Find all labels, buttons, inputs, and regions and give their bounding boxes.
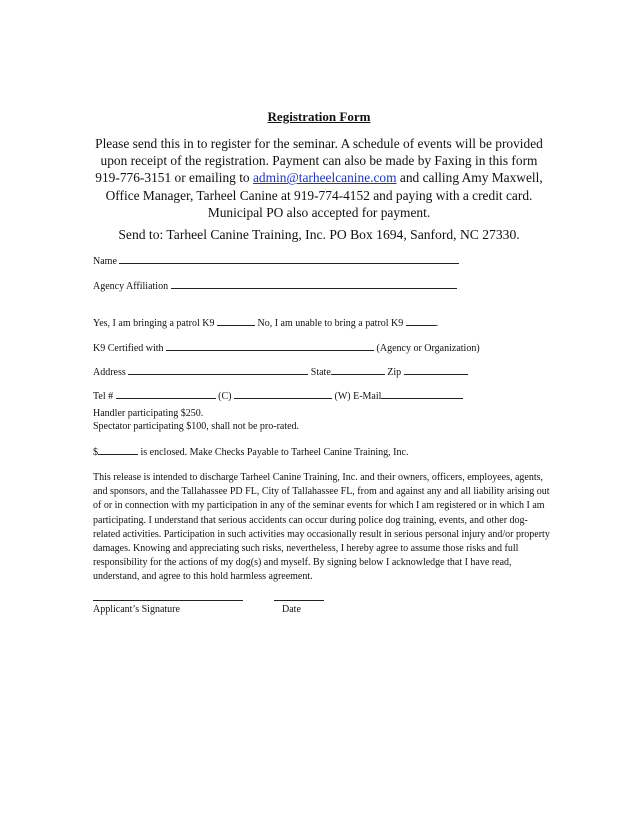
page-title: Registration Form: [267, 109, 371, 124]
payment-amount-field[interactable]: [98, 445, 138, 455]
intro-text-end: and calling Amy Maxwell, Office Manager, Tarheel Canine at 919-774-4152 and paying with a credit card. Municipal PO also accepted for payment.: [105, 170, 543, 220]
agency-field[interactable]: [171, 279, 457, 289]
payment-prefix: $: [93, 447, 98, 458]
tel-row: [93, 389, 463, 402]
intro-paragraph: [88, 135, 550, 221]
k9-certified-field[interactable]: [166, 341, 374, 351]
release-paragraph: This release is intended to discharge Tarheel Canine Training, Inc. and their owners, officers, employees, agents, and sponsors, and the Tallahassee PD FL, City of Tallahassee FL, from and against any and all liability arising out of or in connection with my participation in any of the seminar events for which I am registered or in which I am participating. I understand that serious accidents can occur during police dog training, events, and other dog-related activities. Participation in such activities may occasionally result in serious personal injury and/or property damages. Knowing and appreciating such risks, nevertheless, I hereby agree to assume those risks and full responsibility for the actions of my dog(s) and myself. By signing below I acknowledge that I have read, understand, and agree to this hold harmless agreement.: [93, 472, 550, 583]
payment-text: is enclosed. Make Checks Payable to Tarheel Canine Training, Inc.: [140, 447, 409, 458]
patrol-yes-field[interactable]: [217, 316, 255, 326]
state-field[interactable]: [331, 365, 385, 375]
date-label: Date: [282, 604, 301, 615]
agency-label: Agency Affiliation: [93, 281, 169, 292]
tel-field[interactable]: [116, 389, 216, 399]
zip-field[interactable]: [404, 365, 468, 375]
zip-label: Zip: [387, 367, 402, 378]
cell-label: (C): [218, 391, 232, 402]
name-row: [93, 254, 459, 267]
address-label: Address: [93, 367, 126, 378]
spectator-fee: Spectator participating $100, shall not be pro-rated.: [93, 421, 300, 432]
patrol-k9-row: Yes, I am bringing a patrol K9 No, I am unable to bring a patrol K9 .: [93, 318, 439, 329]
cell-field[interactable]: [234, 389, 332, 399]
patrol-yes-label: Yes, I am bringing a patrol K9: [93, 318, 215, 329]
name-field[interactable]: [119, 254, 459, 264]
address-field[interactable]: [128, 365, 308, 375]
k9-certified-hint: (Agency or Organization): [376, 343, 480, 354]
patrol-no-field[interactable]: [406, 316, 436, 326]
work-email-label: (W) E-Mail: [334, 391, 382, 402]
handler-fee: Handler participating $250.: [93, 408, 204, 419]
address-row: [93, 365, 468, 378]
applicant-signature-label: Applicant’s Signature: [93, 604, 180, 615]
send-to-address: Send to: Tarheel Canine Training, Inc. PO Box 1694, Sanford, NC 27330.: [118, 227, 520, 242]
name-label: Name: [93, 256, 117, 267]
state-label: State: [310, 367, 331, 378]
payment-row: [93, 445, 408, 458]
email-field[interactable]: [381, 389, 463, 399]
tel-label: Tel #: [93, 391, 114, 402]
applicant-signature-line[interactable]: [93, 600, 243, 601]
date-line[interactable]: [274, 600, 324, 601]
k9-certified-row: [93, 341, 480, 354]
agency-row: [93, 279, 457, 292]
intro-text-start: Please send this in to register for the seminar. A schedule of events will be provided upon receipt of the registration. Payment can also be made by Faxing in this form 919-776-3151 or emailing to: [95, 136, 543, 186]
email-link[interactable]: admin@tarheelcanine.com: [252, 170, 397, 186]
patrol-no-label: No, I am unable to bring a patrol K9: [257, 318, 404, 329]
k9-certified-label: K9 Certified with: [93, 343, 164, 354]
